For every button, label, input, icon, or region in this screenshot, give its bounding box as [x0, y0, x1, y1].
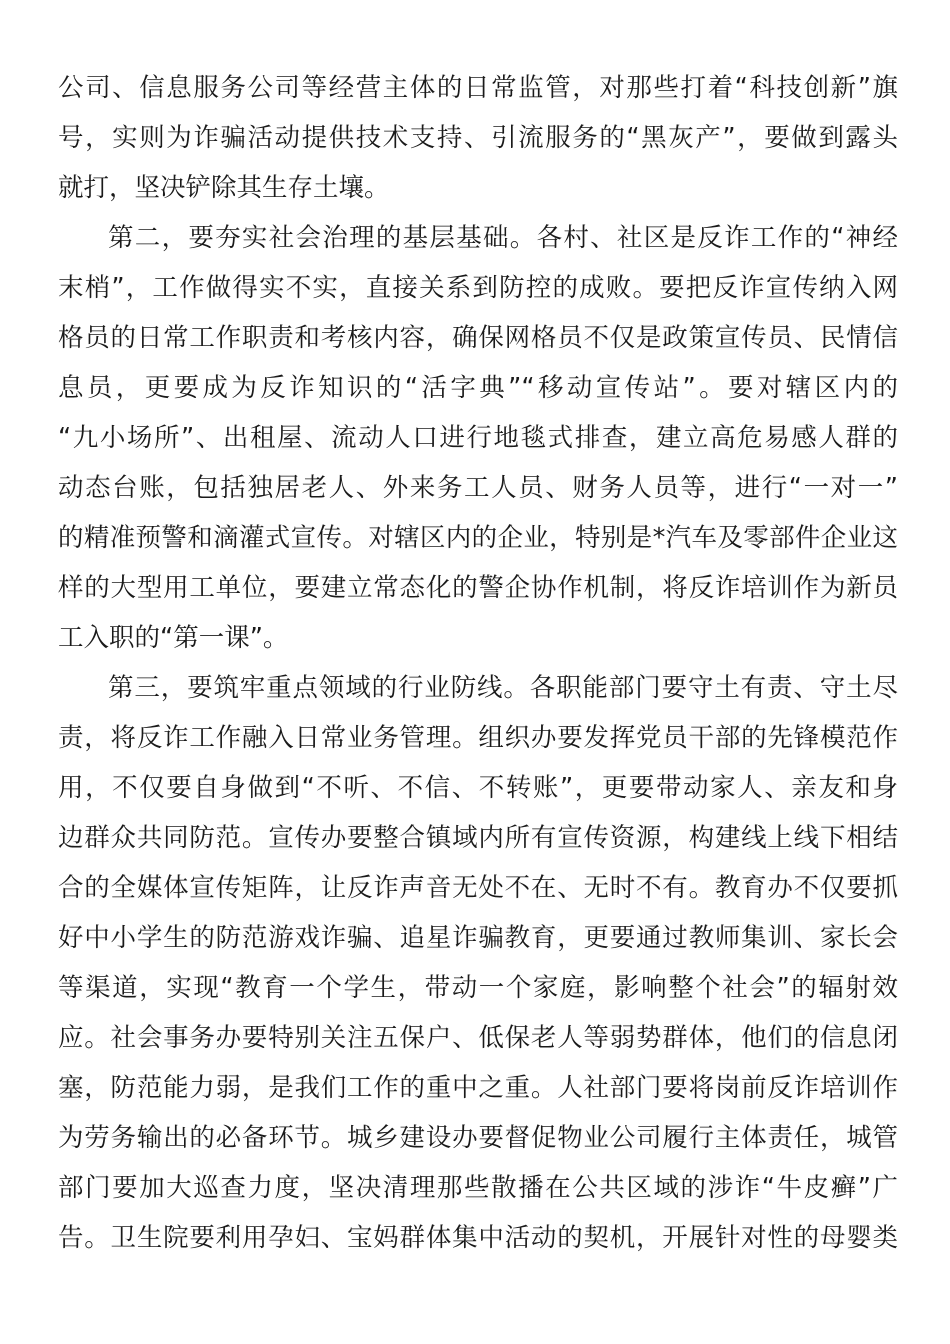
text-line: 样的大型用工单位，要建立常态化的警企协作机制，将反诈培训作为新员 — [58, 573, 898, 603]
text-line: 公司、信息服务公司等经营主体的日常监管，对那些打着“科技创新”旗 — [58, 73, 898, 103]
text-line: 的精准预警和滴灌式宣传。对辖区内的企业，特别是*汽车及零部件企业这 — [58, 523, 898, 553]
text-line: 号，实则为诈骗活动提供技术支持、引流服务的“黑灰产”，要做到露头 — [58, 123, 898, 153]
text-line: 责，将反诈工作融入日常业务管理。组织办要发挥党员干部的先锋模范作 — [58, 723, 898, 753]
text-line: 塞，防范能力弱，是我们工作的重中之重。人社部门要将岗前反诈培训作 — [58, 1073, 898, 1103]
text-line: 格员的日常工作职责和考核内容，确保网格员不仅是政策宣传员、民情信 — [58, 323, 898, 353]
text-line: 就打，坚决铲除其生存土壤。 — [58, 173, 390, 203]
paragraph-first-line: 第二，要夯实社会治理的基层基础。各村、社区是反诈工作的“神经 — [108, 223, 898, 253]
text-line: 应。社会事务办要特别关注五保户、低保老人等弱势群体，他们的信息闭 — [58, 1023, 898, 1053]
text-line: 好中小学生的防范游戏诈骗、追星诈骗教育，更要通过教师集训、家长会 — [58, 923, 898, 953]
paragraph-first-line: 第三，要筑牢重点领域的行业防线。各职能部门要守土有责、守土尽 — [108, 673, 898, 703]
text-line: 等渠道，实现“教育一个学生，带动一个家庭，影响整个社会”的辐射效 — [58, 973, 898, 1003]
text-line: 边群众共同防范。宣传办要整合镇域内所有宣传资源，构建线上线下相结 — [58, 823, 898, 853]
text-line: 动态台账，包括独居老人、外来务工人员、财务人员等，进行“一对一” — [58, 473, 898, 503]
text-line: “九小场所”、出租屋、流动人口进行地毯式排查，建立高危易感人群的 — [58, 423, 898, 453]
text-line: 用，不仅要自身做到“不听、不信、不转账”，更要带动家人、亲友和身 — [58, 773, 898, 803]
text-line: 工入职的“第一课”。 — [58, 623, 289, 653]
text-line: 告。卫生院要利用孕妇、宝妈群体集中活动的契机，开展针对性的母婴类 — [58, 1223, 898, 1253]
text-line: 息员，更要成为反诈知识的“活字典”“移动宣传站”。要对辖区内的 — [58, 373, 898, 403]
text-line: 为劳务输出的必备环节。城乡建设办要督促物业公司履行主体责任，城管 — [58, 1123, 898, 1153]
text-line: 末梢”，工作做得实不实，直接关系到防控的成败。要把反诈宣传纳入网 — [58, 273, 898, 303]
text-line: 部门要加大巡查力度，坚决清理那些散播在公共区域的涉诈“牛皮癣”广 — [58, 1173, 898, 1203]
text-line: 合的全媒体宣传矩阵，让反诈声音无处不在、无时不有。教育办不仅要抓 — [58, 873, 898, 903]
